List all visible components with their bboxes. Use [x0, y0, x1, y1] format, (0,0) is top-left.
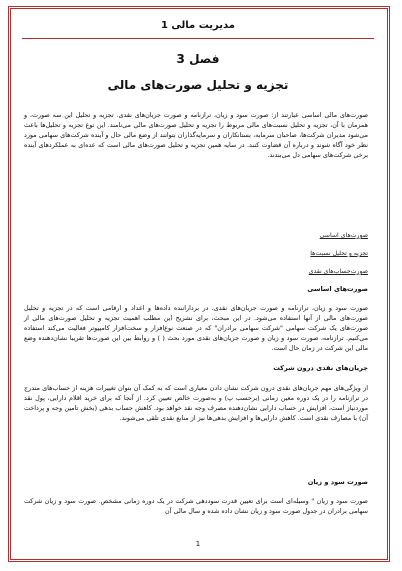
page-number: 1: [195, 540, 201, 548]
chapter-title: تجزیه و تحلیل صورت‌های مالی: [107, 78, 289, 92]
section-heading-income-statement: صورت سود و زیان: [307, 478, 368, 486]
page: [12, 10, 384, 556]
section-heading-cash-flows: جریان‌های نقدی درون شرکت: [273, 364, 368, 372]
toc-link-2[interactable]: تجزیه و تحلیل نسبت‌ها: [310, 250, 368, 257]
section-heading-basic-statements: صورت‌های اساسی: [307, 285, 368, 293]
intro-paragraph: صورت‌های مالی اساسی عبارتند از: صورت سود و زیان، ترازنامه و صورت جریان‌های نقدی. تجزیه و تحلیل این سه صورت، و همزمان با آن، تجزیه و تحلیل نسبت‌های مالی مربوط را تجزیه و تحلیل صورت‌های مالی می‌نامند. این نوع تجزیه و تحلیل‌ها باعث می‌شود مدیران شرکت‌ها، صاحبان سرمایه، بستانکاران و سرمایه‌گذاران بتوانند از وضع مالی حال و آینده شرکت‌های سهامی مورد نظر خود آگاه شوند و درباره آن قضاوت کنند. در سایه همین تجزیه و تحلیل صورت‌های مالی است که عده‌ای به عملکرد‌های آینده برخی شرکت‌های سهامی دل می‌بندند.: [24, 111, 368, 159]
section-cash-flows-text: از ویژگی‌های مهم جریان‌های نقدی درون شرکت نشان دادن معیاری است که به کمک آن بتوان تغییرات هزینه از حساب‌های مندرج در ترازنامه را در یک دوره معین زمانی (برحسب پ) و به‌صورت خالص تعیین کرد. از آنجا که برای خرید اقلام دارایی، پول نقد موردنیاز است، افزایش در حساب دارایی نشان‌دهنده مصرف وجه نقد خواهد بود. کاهش حساب بدهی (بخش تامین وجه و پرداخت آن) با مصارف نقدی است. کاهش دارایی‌ها و افزایش بدهی‌ها نیز از منابع نقدی تلقی می‌شوند.: [24, 384, 368, 422]
chapter-number: فصل 3: [176, 52, 220, 66]
toc-link-3[interactable]: صورت‌حساب‌های نقدی: [308, 268, 368, 275]
running-header: مدیریت مالی 1: [22, 14, 374, 39]
toc-link-1[interactable]: صورت‌های اساسی: [319, 232, 368, 239]
section-basic-statements-text: صورت سود و زیان، ترازنامه و صورت جریان‌های نقدی، در برداراننده داده‌ها و اعداد و ارقامی است که در تجزیه و تحلیل صورت‌های مالی از آنها استفاده می‌شود. در این مبحث، برای تشریح این مطلب اهمیت تجزیه و تحلیل صورت‌های مالی از صورت‌های یک شرکت سهامی "شرکت سهامی برادران" که در صنعت نوع‌افزار و سخت‌افزار کامپیوتر فعالیت می‌کند استفاده می‌کنیم. ترازنامه، صورت سود و زیان و صورت جریان‌های نقدی مورد بحث ( ) و روابط بین این صورت‌ها تقریبا نشان‌دهنده وضع مالی این شرکت در زمان حال است.: [24, 304, 368, 352]
section-income-statement-text: صورت سود و زیان " وسیله‌ای است برای تعیین قدرت سوددهی شرکت در یک دوره زمانی مشخص. صورت سود و زیان شرکت سهامی برادران در جدول صورت سود و زیان نشان داده شده و سال مالی آن: [24, 497, 368, 515]
